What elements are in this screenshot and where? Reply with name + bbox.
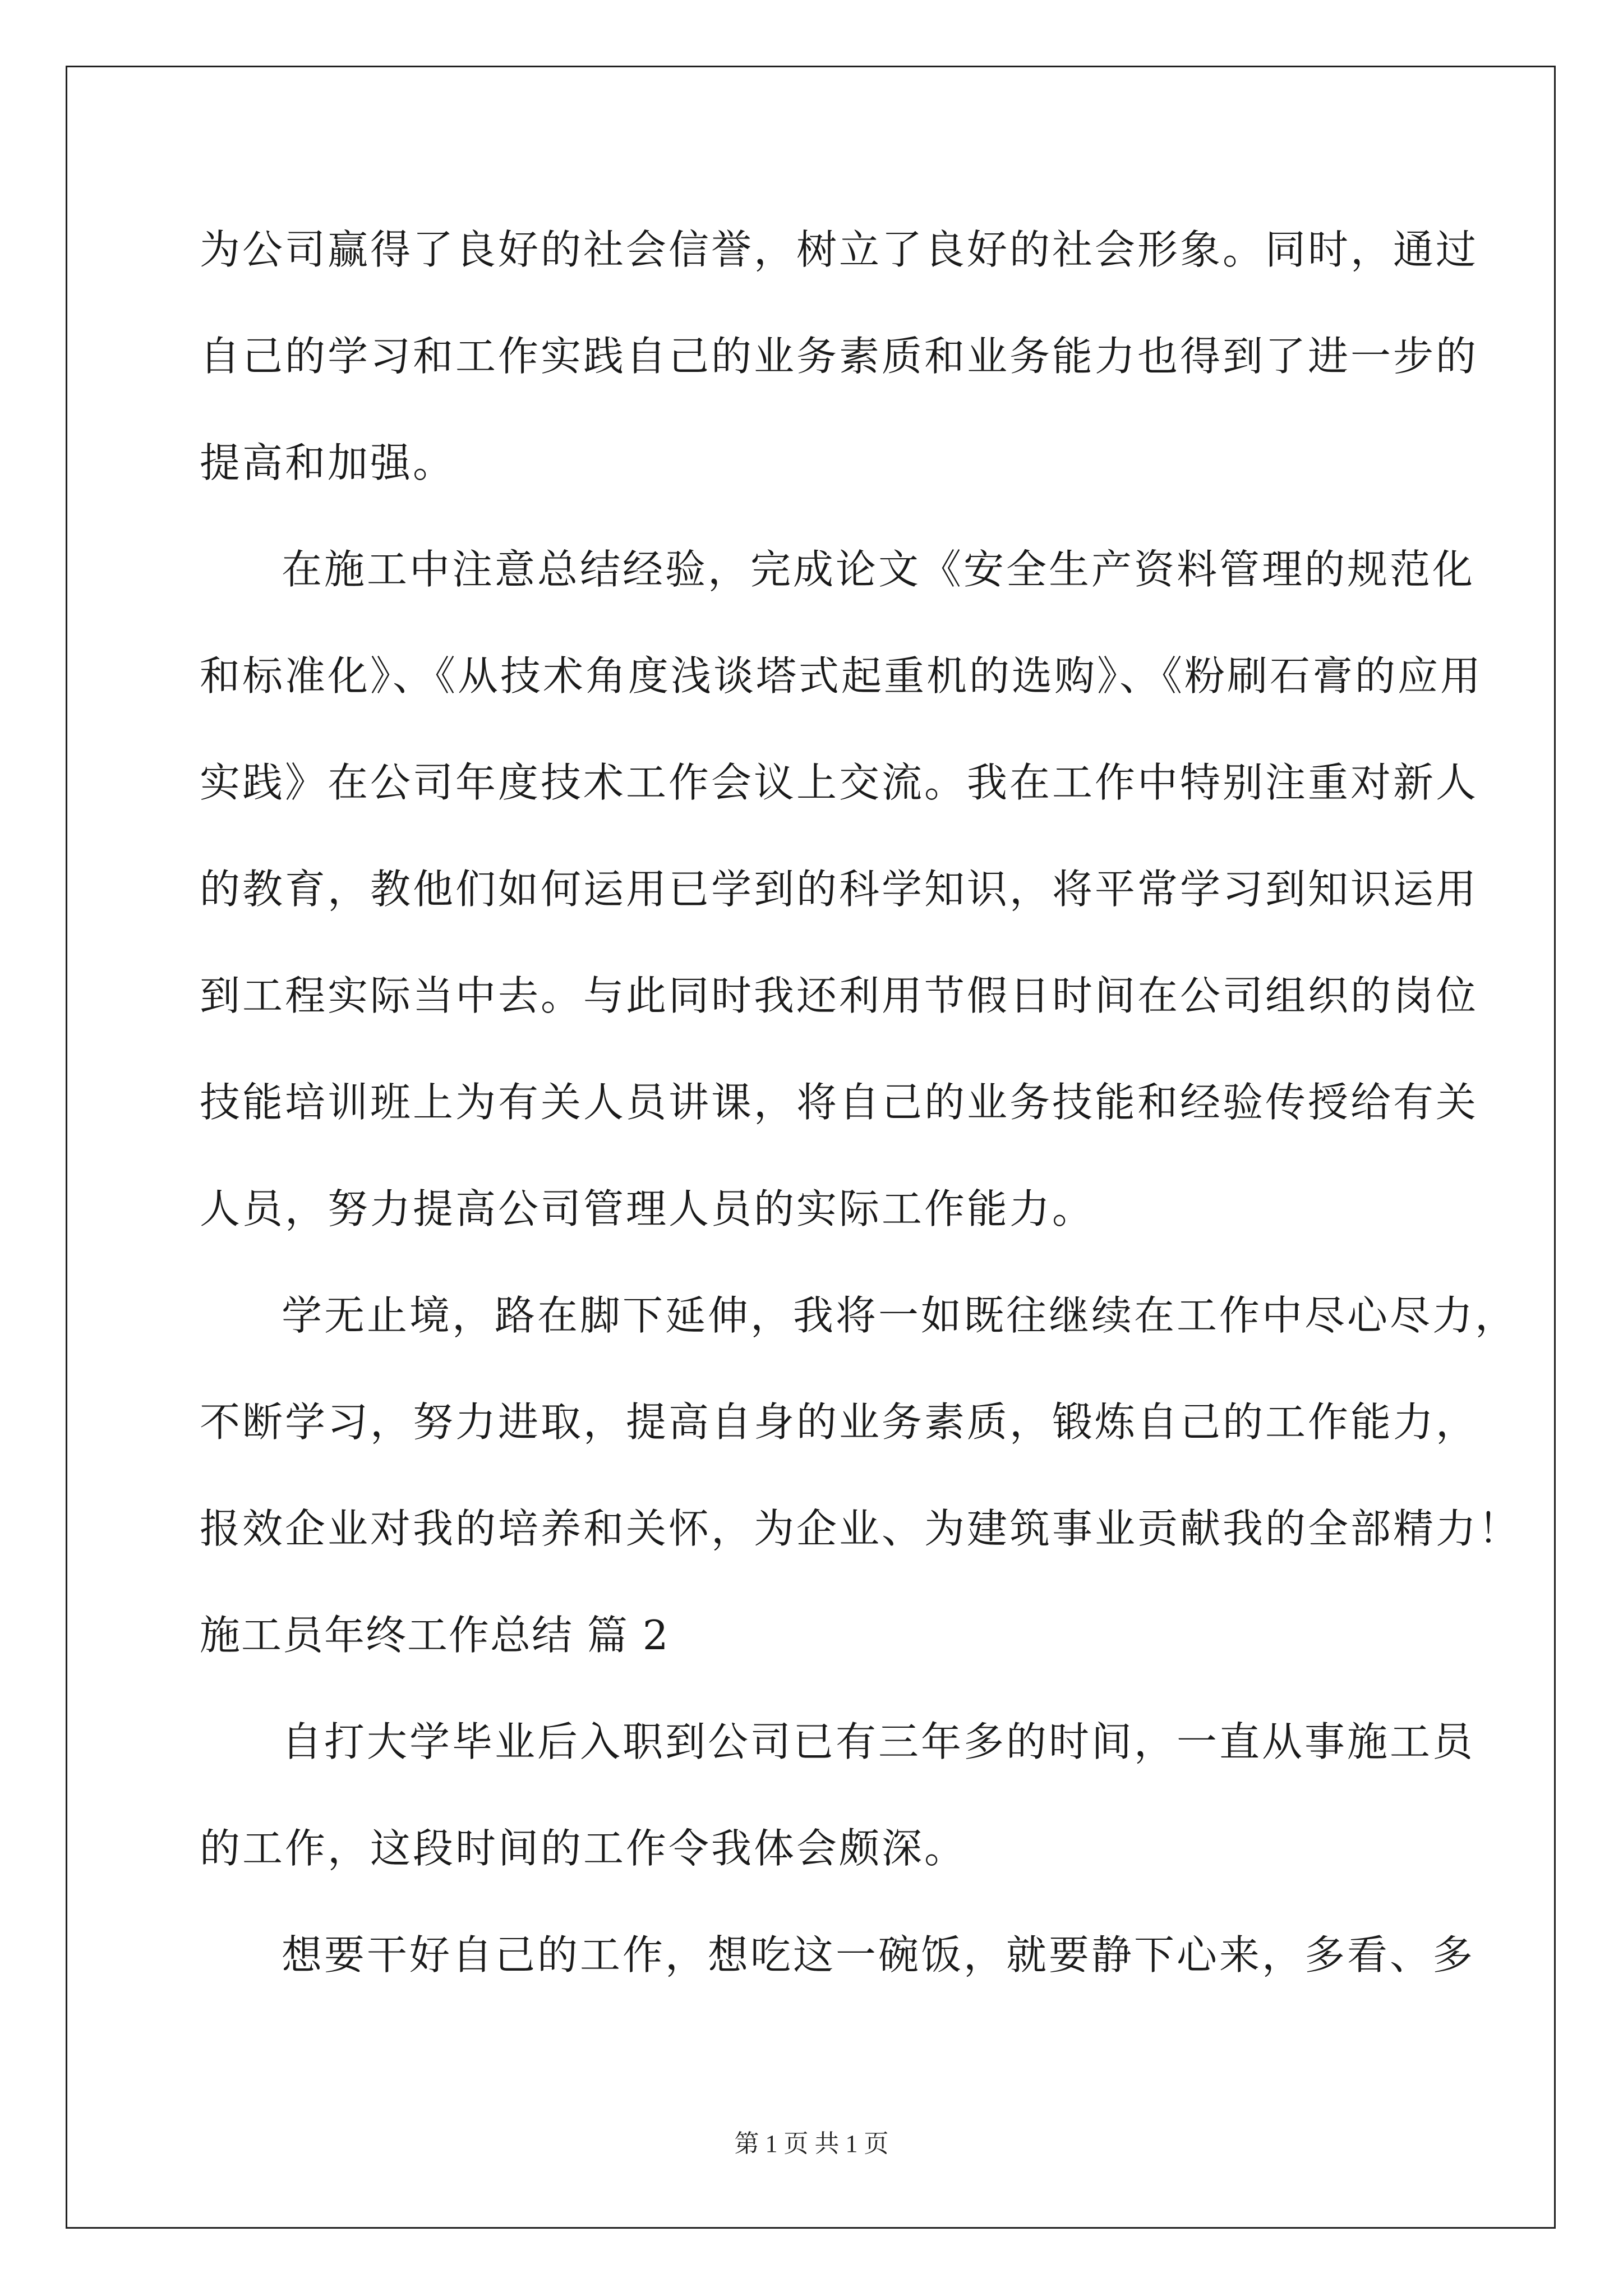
text-line: 提高和加强。 [200, 439, 456, 486]
text-line: 在施工中注意总结经验，完成论文《安全生产资料管理的规范化 [282, 546, 1476, 593]
text-line: 实践》在公司年度技术工作会议上交流。我在工作中特别注重对新人 [200, 759, 1479, 806]
text-line: 为公司赢得了良好的社会信誉，树立了良好的社会形象。同时，通过 [200, 226, 1479, 273]
text-line: 不断学习，努力进取，提高自身的业务素质，锻炼自己的工作能力， [200, 1398, 1479, 1446]
page-number-footer: 第 1 页 共 1 页 [734, 2130, 889, 2157]
text-line: 到工程实际当中去。与此同时我还利用节假日时间在公司组织的岗位 [200, 972, 1479, 1019]
text-line: 和标准化》、《从技术角度浅谈塔式起重机的选购》、《粉刷石膏的应用 [200, 652, 1483, 700]
text-line: 想要干好自己的工作，想吃这一碗饭，就要静下心来，多看、多 [282, 1931, 1476, 1978]
text-line: 技能培训班上为有关人员讲课，将自己的业务技能和经验传授给有关 [200, 1079, 1479, 1126]
text-line: 自己的学习和工作实践自己的业务素质和业务能力也得到了进一步的 [200, 333, 1479, 380]
section-heading: 施工员年终工作总结 篇 2 [200, 1612, 670, 1659]
text-line: 人员，努力提高公司管理人员的实际工作能力。 [200, 1185, 1095, 1232]
text-line: 报效企业对我的培养和关怀，为企业、为建筑事业贡献我的全部精力！ [200, 1505, 1521, 1552]
document-body [200, 208, 1521, 2019]
text-line: 学无止境，路在脚下延伸，我将一如既往继续在工作中尽心尽力， [282, 1292, 1518, 1339]
text-line: 的工作，这段时间的工作令我体会颇深。 [200, 1825, 967, 1872]
text-line: 的教育，教他们如何运用已学到的科学知识，将平常学习到知识运用 [200, 866, 1479, 913]
text-line: 自打大学毕业后入职到公司已有三年多的时间，一直从事施工员 [282, 1718, 1476, 1765]
